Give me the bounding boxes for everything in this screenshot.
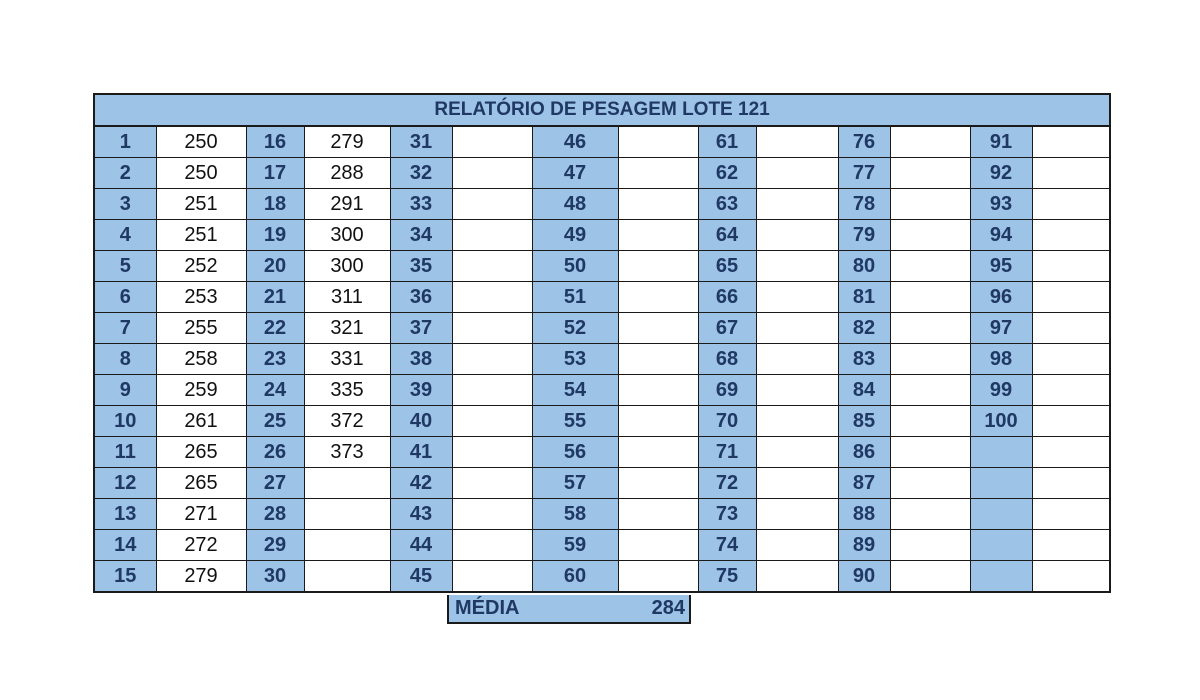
animal-number-cell: 72 [698,468,756,499]
animal-number-cell: 39 [390,375,452,406]
animal-number-cell: 88 [838,499,890,530]
animal-number-cell: 15 [94,561,156,593]
animal-number-cell: 17 [246,158,304,189]
weight-cell [890,375,970,406]
animal-number-cell: 35 [390,251,452,282]
weight-cell [618,406,698,437]
animal-number-cell: 8 [94,344,156,375]
weight-cell [756,126,838,158]
weight-cell: 251 [156,189,246,220]
animal-number-cell: 80 [838,251,890,282]
table-row [94,126,1110,158]
animal-number-cell: 90 [838,561,890,593]
animal-number-cell: 93 [970,189,1032,220]
table-row [94,189,1110,220]
animal-number-cell: 62 [698,158,756,189]
animal-number-cell: 33 [390,189,452,220]
animal-number-cell: 42 [390,468,452,499]
animal-number-cell: 91 [970,126,1032,158]
title-row [94,94,1110,126]
weight-cell [1032,437,1110,468]
animal-number-cell: 21 [246,282,304,313]
animal-number-cell: 41 [390,437,452,468]
weight-cell: 335 [304,375,390,406]
weight-cell [618,437,698,468]
weighing-report [93,93,1109,593]
animal-number-cell: 70 [698,406,756,437]
weight-cell [618,158,698,189]
animal-number-cell: 77 [838,158,890,189]
weight-cell [304,561,390,593]
weight-cell: 291 [304,189,390,220]
weight-cell [890,251,970,282]
animal-number-cell: 47 [532,158,618,189]
weight-cell [890,220,970,251]
animal-number-cell: 75 [698,561,756,593]
weight-cell [618,530,698,561]
weight-cell: 261 [156,406,246,437]
animal-number-cell: 3 [94,189,156,220]
weight-cell [618,344,698,375]
animal-number-cell: 65 [698,251,756,282]
weight-cell [304,468,390,499]
weight-cell: 258 [156,344,246,375]
table-row [94,282,1110,313]
table-row [94,406,1110,437]
weight-cell: 251 [156,220,246,251]
weight-cell: 271 [156,499,246,530]
animal-number-cell: 87 [838,468,890,499]
weight-cell [890,126,970,158]
animal-number-cell: 34 [390,220,452,251]
weight-cell [1032,126,1110,158]
weight-cell: 253 [156,282,246,313]
animal-number-cell: 66 [698,282,756,313]
animal-number-cell: 22 [246,313,304,344]
weight-cell [756,468,838,499]
animal-number-cell: 16 [246,126,304,158]
weight-cell [452,561,532,593]
weight-cell [618,313,698,344]
weight-cell [452,437,532,468]
weight-cell: 311 [304,282,390,313]
animal-number-cell: 2 [94,158,156,189]
weight-cell [756,313,838,344]
animal-number-cell: 60 [532,561,618,593]
weight-cell [1032,282,1110,313]
weight-cell [618,251,698,282]
weight-cell [890,561,970,593]
weight-cell [618,468,698,499]
animal-number-cell: 89 [838,530,890,561]
table-row [94,437,1110,468]
weight-cell [618,189,698,220]
weight-cell [1032,375,1110,406]
animal-number-cell: 11 [94,437,156,468]
report-title: RELATÓRIO DE PESAGEM LOTE 121 [94,94,1110,126]
animal-number-cell: 32 [390,158,452,189]
animal-number-cell: 94 [970,220,1032,251]
animal-number-cell: 97 [970,313,1032,344]
weight-cell: 265 [156,437,246,468]
weight-cell [618,282,698,313]
weight-cell [618,126,698,158]
animal-number-cell: 26 [246,437,304,468]
weight-cell: 259 [156,375,246,406]
animal-number-cell: 18 [246,189,304,220]
animal-number-cell: 56 [532,437,618,468]
weight-cell [756,437,838,468]
weight-cell: 331 [304,344,390,375]
animal-number-cell [970,468,1032,499]
animal-number-cell: 29 [246,530,304,561]
animal-number-cell: 25 [246,406,304,437]
animal-number-cell: 4 [94,220,156,251]
animal-number-cell: 6 [94,282,156,313]
animal-number-cell: 46 [532,126,618,158]
animal-number-cell: 55 [532,406,618,437]
animal-number-cell: 1 [94,126,156,158]
weight-cell [890,313,970,344]
weight-cell [1032,158,1110,189]
weight-cell [1032,344,1110,375]
weight-cell [1032,189,1110,220]
average-box [447,595,691,624]
weight-cell [756,251,838,282]
weight-cell [756,530,838,561]
weight-cell [304,499,390,530]
animal-number-cell: 69 [698,375,756,406]
animal-number-cell: 52 [532,313,618,344]
weight-cell [756,375,838,406]
animal-number-cell: 10 [94,406,156,437]
weight-cell [452,282,532,313]
animal-number-cell: 27 [246,468,304,499]
animal-number-cell: 100 [970,406,1032,437]
table-row [94,313,1110,344]
animal-number-cell: 45 [390,561,452,593]
average-label: MÉDIA [455,597,520,619]
animal-number-cell: 43 [390,499,452,530]
weight-cell: 265 [156,468,246,499]
animal-number-cell: 5 [94,251,156,282]
weight-cell [452,406,532,437]
weight-cell: 321 [304,313,390,344]
weight-cell [890,158,970,189]
weight-cell: 300 [304,251,390,282]
animal-number-cell: 12 [94,468,156,499]
weight-cell [618,499,698,530]
animal-number-cell: 63 [698,189,756,220]
weight-cell [890,468,970,499]
animal-number-cell: 74 [698,530,756,561]
animal-number-cell: 48 [532,189,618,220]
weight-cell [618,220,698,251]
weight-cell [1032,406,1110,437]
animal-number-cell [970,437,1032,468]
weight-cell [756,406,838,437]
animal-number-cell: 20 [246,251,304,282]
animal-number-cell: 14 [94,530,156,561]
table-row [94,220,1110,251]
weight-cell [756,344,838,375]
weight-cell: 372 [304,406,390,437]
weight-cell [1032,468,1110,499]
weight-cell [618,561,698,593]
weight-cell [452,313,532,344]
weight-cell [1032,251,1110,282]
animal-number-cell: 51 [532,282,618,313]
weighing-table [93,93,1111,593]
animal-number-cell: 68 [698,344,756,375]
animal-number-cell: 23 [246,344,304,375]
weight-cell [452,344,532,375]
weight-cell [452,220,532,251]
animal-number-cell: 73 [698,499,756,530]
weight-cell [452,468,532,499]
animal-number-cell: 7 [94,313,156,344]
table-row [94,375,1110,406]
animal-number-cell: 28 [246,499,304,530]
weight-cell [452,126,532,158]
animal-number-cell: 83 [838,344,890,375]
animal-number-cell: 82 [838,313,890,344]
weight-cell [890,282,970,313]
weight-cell [1032,499,1110,530]
table-row [94,344,1110,375]
weight-cell [756,561,838,593]
weight-cell [1032,530,1110,561]
animal-number-cell: 92 [970,158,1032,189]
animal-number-cell: 31 [390,126,452,158]
animal-number-cell [970,530,1032,561]
animal-number-cell: 30 [246,561,304,593]
animal-number-cell: 49 [532,220,618,251]
animal-number-cell: 84 [838,375,890,406]
animal-number-cell: 86 [838,437,890,468]
weight-cell [452,189,532,220]
weight-cell [890,530,970,561]
weight-cell [890,437,970,468]
table-row [94,251,1110,282]
animal-number-cell: 71 [698,437,756,468]
animal-number-cell: 67 [698,313,756,344]
animal-number-cell [970,561,1032,593]
weight-cell [756,189,838,220]
animal-number-cell: 44 [390,530,452,561]
weight-cell [756,282,838,313]
animal-number-cell: 98 [970,344,1032,375]
animal-number-cell: 95 [970,251,1032,282]
animal-number-cell: 96 [970,282,1032,313]
average-value: 284 [651,597,685,619]
animal-number-cell [970,499,1032,530]
weight-cell: 255 [156,313,246,344]
animal-number-cell: 58 [532,499,618,530]
weight-cell [452,499,532,530]
animal-number-cell: 54 [532,375,618,406]
animal-number-cell: 19 [246,220,304,251]
weight-cell: 288 [304,158,390,189]
animal-number-cell: 61 [698,126,756,158]
animal-number-cell: 24 [246,375,304,406]
weight-cell [890,344,970,375]
weight-cell [890,406,970,437]
weight-cell: 252 [156,251,246,282]
weight-cell [452,251,532,282]
weight-cell: 272 [156,530,246,561]
animal-number-cell: 36 [390,282,452,313]
animal-number-cell: 37 [390,313,452,344]
weight-cell [890,189,970,220]
weight-cell: 279 [304,126,390,158]
animal-number-cell: 78 [838,189,890,220]
animal-number-cell: 53 [532,344,618,375]
animal-number-cell: 76 [838,126,890,158]
animal-number-cell: 50 [532,251,618,282]
weight-cell [1032,561,1110,593]
weight-cell [304,530,390,561]
animal-number-cell: 64 [698,220,756,251]
animal-number-cell: 59 [532,530,618,561]
weight-cell: 373 [304,437,390,468]
table-row [94,561,1110,593]
animal-number-cell: 57 [532,468,618,499]
table-row [94,499,1110,530]
weight-cell [1032,313,1110,344]
weight-cell [452,530,532,561]
weight-cell [452,158,532,189]
weight-cell [890,499,970,530]
animal-number-cell: 9 [94,375,156,406]
weight-cell: 300 [304,220,390,251]
weight-cell: 250 [156,126,246,158]
weight-cell [1032,220,1110,251]
animal-number-cell: 13 [94,499,156,530]
weight-cell: 279 [156,561,246,593]
table-row [94,468,1110,499]
weight-cell [756,158,838,189]
animal-number-cell: 38 [390,344,452,375]
weight-cell [756,499,838,530]
animal-number-cell: 40 [390,406,452,437]
animal-number-cell: 79 [838,220,890,251]
animal-number-cell: 85 [838,406,890,437]
weight-cell [452,375,532,406]
animal-number-cell: 99 [970,375,1032,406]
weight-cell [756,220,838,251]
weight-cell [618,375,698,406]
table-row [94,530,1110,561]
animal-number-cell: 81 [838,282,890,313]
weight-cell: 250 [156,158,246,189]
table-row [94,158,1110,189]
